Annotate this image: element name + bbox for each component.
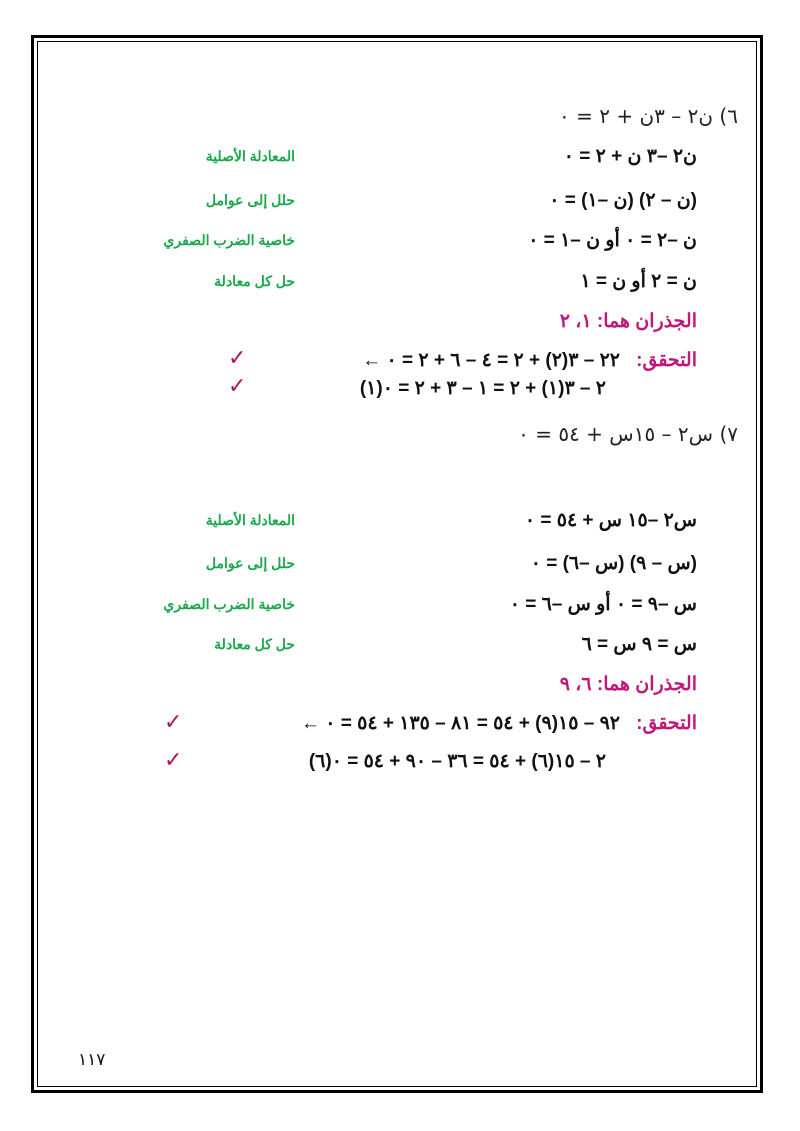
- problem-7-step-4: س = ٩ س = ٦: [581, 634, 697, 655]
- problem-7-roots: الجذران هما: ٦، ٩: [559, 674, 697, 695]
- problem-7-check-label: التحقق:: [636, 713, 697, 734]
- check-mark-icon: ✓: [164, 748, 183, 773]
- problem-6-step-1: ن٢ –٣ ن + ٢ = ٠: [563, 146, 697, 167]
- problem-7-step-1: س٢ –١٥ س + ٥٤ = ٠: [524, 510, 697, 531]
- problem-6-step-3: ن –٢ = ٠ أو ن –١ = ٠: [528, 230, 697, 251]
- problem-7-step-3: س –٩ = ٠ أو س –٦ = ٠: [509, 594, 697, 615]
- problem-7-note-1: المعادلة الأصلية: [205, 512, 295, 528]
- problem-6-note-1: المعادلة الأصلية: [205, 148, 295, 164]
- problem-7-note-3: خاصية الضرب الصفري: [163, 596, 295, 612]
- problem-6-heading: ٦) ن٢ – ٣ن + ٢ = ٠: [559, 104, 738, 128]
- problem-6-note-3: خاصية الضرب الصفري: [163, 232, 295, 248]
- problem-7-check-line-1: ← ٩٢ – ١٥(٩) + ٥٤ = ٨١ – ١٣٥ + ٥٤ = ٠: [301, 713, 620, 734]
- problem-6-step-2: (ن – ٢) (ن –١) = ٠: [549, 190, 697, 211]
- page-number: ١١٧: [78, 1050, 106, 1070]
- problem-6-note-2: حلل إلى عوامل: [205, 192, 295, 208]
- problem-6-step-4: ن = ٢ أو ن = ١: [580, 271, 697, 292]
- problem-7-note-4: حل كل معادلة: [214, 636, 295, 652]
- problem-6-roots: الجذران هما: ١، ٢: [559, 311, 697, 332]
- check-mark-icon: ✓: [164, 710, 183, 735]
- problem-7-heading: ٧) س٢ – ١٥س + ٥٤ = ٠: [518, 422, 738, 446]
- problem-6-check-line-1: ← ٢٢ – ٣(٢) + ٢ = ٤ – ٦ + ٢ = ٠: [362, 350, 620, 371]
- problem-6-note-4: حل كل معادلة: [214, 273, 295, 289]
- problem-6-check-line-2: (١)٢ – ٣(١) + ٢ = ١ – ٣ + ٢ = ٠: [359, 378, 606, 399]
- problem-7-note-2: حلل إلى عوامل: [205, 555, 295, 571]
- check-mark-icon: ✓: [228, 374, 247, 399]
- problem-7-step-2: (س – ٩) (س –٦) = ٠: [530, 553, 697, 574]
- check-mark-icon: ✓: [228, 346, 247, 371]
- problem-6-check-label: التحقق:: [636, 350, 697, 371]
- problem-7-check-line-2: (٦)٢ – ١٥(٦) + ٥٤ = ٣٦ – ٩٠ + ٥٤ = ٠: [308, 751, 606, 772]
